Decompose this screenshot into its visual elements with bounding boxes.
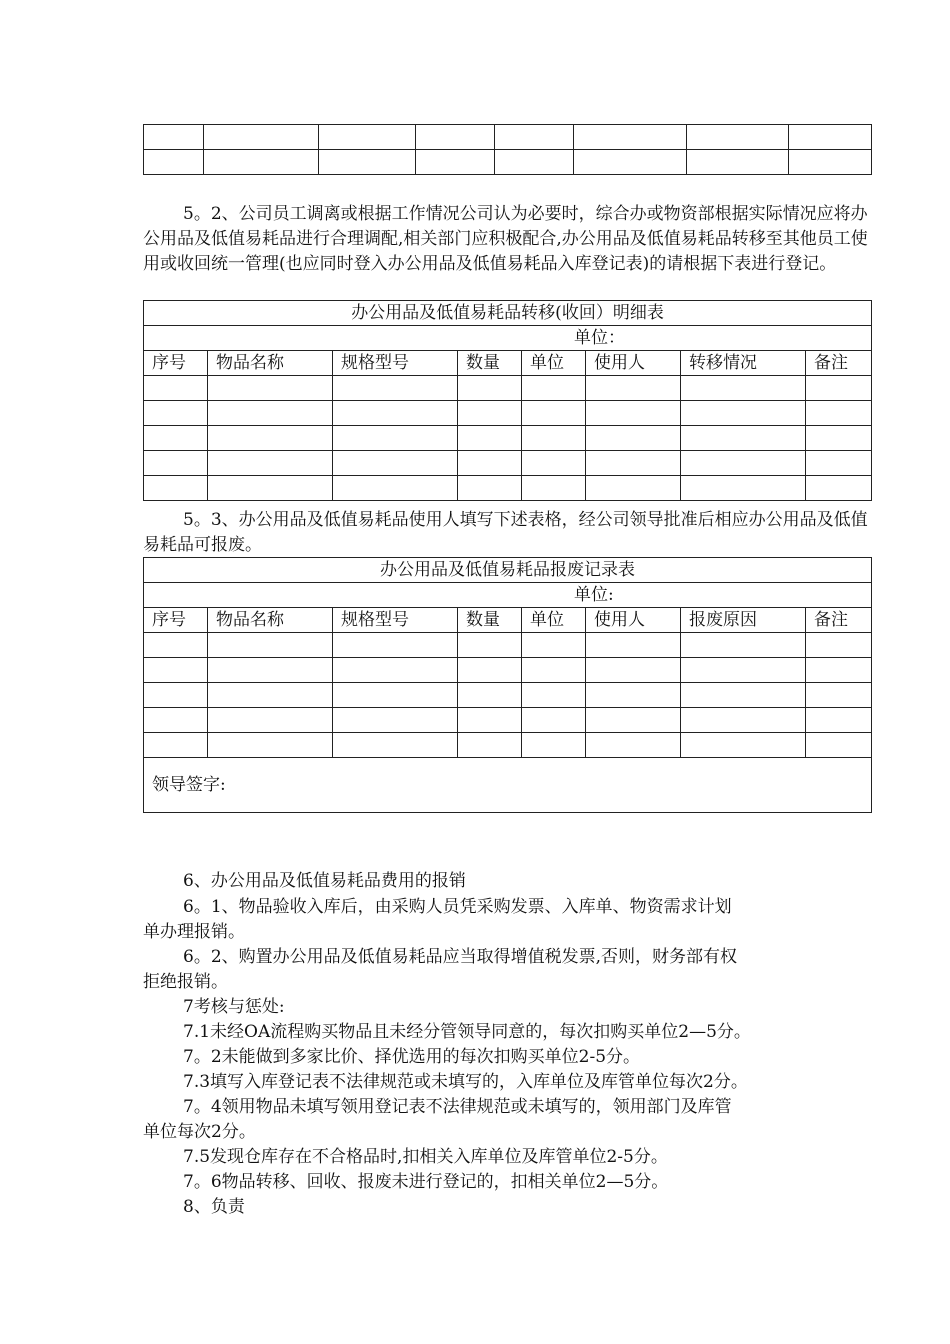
table-row <box>144 476 872 501</box>
section-8-heading: 8、负责 <box>183 1197 245 1217</box>
table-cell <box>586 376 681 401</box>
table-cell <box>333 683 458 708</box>
table-cell <box>522 376 586 401</box>
table-row <box>144 150 872 175</box>
table-cell <box>208 708 333 733</box>
header-cell: 数量 <box>458 608 522 633</box>
table-cell <box>458 476 522 501</box>
table-row <box>144 125 872 150</box>
section-6-2-line-1: 6。2、购置办公用品及低值易耗品应当取得增值税发票,否则，财务部有权 <box>183 947 738 967</box>
header-cell: 转移情况 <box>681 351 806 376</box>
table-cell <box>458 401 522 426</box>
header-row <box>144 351 872 376</box>
table-cell <box>144 376 208 401</box>
table-cell <box>416 150 495 175</box>
table-cell <box>586 401 681 426</box>
table-row <box>144 658 872 683</box>
table-cell <box>144 451 208 476</box>
table-cell <box>144 426 208 451</box>
table-cell <box>333 451 458 476</box>
table-cell <box>144 733 208 758</box>
table-cell <box>574 125 687 150</box>
table-cell <box>333 426 458 451</box>
section-6-2-line-2: 拒绝报销。 <box>143 972 228 992</box>
table-cell <box>458 733 522 758</box>
table-cell <box>806 426 872 451</box>
table-cell <box>333 708 458 733</box>
table-title: 办公用品及低值易耗品报废记录表 <box>144 558 872 583</box>
header-cell: 物品名称 <box>208 351 333 376</box>
table-cell <box>586 633 681 658</box>
table-cell <box>319 150 416 175</box>
top-continuation-table <box>143 124 872 175</box>
table-cell <box>204 125 319 150</box>
table-cell <box>687 125 789 150</box>
table-cell <box>681 708 806 733</box>
table-cell <box>806 633 872 658</box>
table-cell <box>333 476 458 501</box>
table-cell <box>458 426 522 451</box>
table-cell <box>208 476 333 501</box>
table-cell <box>416 125 495 150</box>
table-cell <box>208 683 333 708</box>
table-cell <box>144 633 208 658</box>
table-cell <box>458 658 522 683</box>
table-cell <box>144 708 208 733</box>
unit-row <box>144 326 872 351</box>
header-cell: 规格型号 <box>333 608 458 633</box>
unit-label: 单位： <box>144 326 872 351</box>
table-cell <box>208 401 333 426</box>
header-cell: 序号 <box>144 351 208 376</box>
table-row <box>144 376 872 401</box>
table-title-row <box>144 301 872 326</box>
table-row <box>144 401 872 426</box>
table-row <box>144 708 872 733</box>
table-cell <box>522 476 586 501</box>
table-cell <box>806 733 872 758</box>
table-cell <box>204 150 319 175</box>
section-6-heading: 6、办公用品及低值易耗品费用的报销 <box>183 871 466 891</box>
table-cell <box>806 658 872 683</box>
table-cell <box>586 658 681 683</box>
header-row <box>144 608 872 633</box>
scrap-record-table <box>143 557 872 813</box>
table-cell <box>495 125 574 150</box>
paragraph-5-2: 5。2、公司员工调离或根据工作情况公司认为必要时，综合办或物资部根据实际情况应将办公用品及低值易耗品进行合理调配,相关部门应积极配合,办公用品及低值易耗品转移至其他员工使用或收回统一管理(也应同时登入办公用品及低值易耗品入库登记表)的请根据下表进行登记。 <box>143 204 868 274</box>
header-cell: 报废原因 <box>681 608 806 633</box>
table-cell <box>806 708 872 733</box>
table-cell <box>681 401 806 426</box>
table-cell <box>586 476 681 501</box>
table-cell <box>144 476 208 501</box>
signature-row <box>144 758 872 813</box>
table-cell <box>333 401 458 426</box>
table-cell <box>522 451 586 476</box>
table-cell <box>144 125 204 150</box>
section-7-5: 7.5发现仓库存在不合格品时,扣相关入库单位及库管单位2-5分。 <box>183 1147 668 1167</box>
table-title: 办公用品及低值易耗品转移(收回）明细表 <box>144 301 872 326</box>
leader-signature-label: 领导签字: <box>144 758 872 813</box>
table-cell <box>681 376 806 401</box>
section-7-1: 7.1未经OA流程购买物品且未经分管领导同意的，每次扣购买单位2—5分。 <box>183 1022 751 1042</box>
table-cell <box>586 708 681 733</box>
header-cell: 规格型号 <box>333 351 458 376</box>
table-row <box>144 426 872 451</box>
section-7-4-line-1: 7。4领用物品未填写领用登记表不法律规范或未填写的，领用部门及库管 <box>183 1097 732 1117</box>
table-cell <box>144 683 208 708</box>
table-cell <box>522 401 586 426</box>
table-cell <box>681 476 806 501</box>
table-cell <box>522 658 586 683</box>
table-cell <box>144 658 208 683</box>
unit-label: 单位: <box>144 583 872 608</box>
table-cell <box>144 150 204 175</box>
header-cell: 备注 <box>806 608 872 633</box>
table-cell <box>681 633 806 658</box>
table-cell <box>458 683 522 708</box>
header-cell: 单位 <box>522 608 586 633</box>
table-cell <box>687 150 789 175</box>
table-cell <box>586 733 681 758</box>
table-cell <box>806 476 872 501</box>
table-cell <box>333 376 458 401</box>
table-cell <box>333 633 458 658</box>
unit-row <box>144 583 872 608</box>
header-cell: 备注 <box>806 351 872 376</box>
section-7-3: 7.3填写入库登记表不法律规范或未填写的，入库单位及库管单位每次2分。 <box>183 1072 748 1092</box>
table-row <box>144 733 872 758</box>
table-cell <box>681 451 806 476</box>
table-cell <box>681 658 806 683</box>
table-cell <box>789 125 872 150</box>
section-6-1-line-1: 6。1、物品验收入库后，由采购人员凭采购发票、入库单、物资需求计划 <box>183 897 732 917</box>
table-cell <box>806 401 872 426</box>
table-cell <box>208 451 333 476</box>
table-cell <box>208 733 333 758</box>
transfer-record-table <box>143 300 872 501</box>
table-cell <box>333 733 458 758</box>
table-cell <box>789 150 872 175</box>
section-7-2: 7。2未能做到多家比价、择优选用的每次扣购买单位2-5分。 <box>183 1047 641 1067</box>
table-title-row <box>144 558 872 583</box>
table-cell <box>586 451 681 476</box>
table-cell <box>522 426 586 451</box>
table-cell <box>522 683 586 708</box>
table-row <box>144 451 872 476</box>
table-cell <box>806 376 872 401</box>
table-cell <box>681 426 806 451</box>
table-cell <box>458 708 522 733</box>
table-cell <box>806 451 872 476</box>
table-cell <box>208 426 333 451</box>
header-cell: 数量 <box>458 351 522 376</box>
header-cell: 单位 <box>522 351 586 376</box>
table-cell <box>586 683 681 708</box>
table-cell <box>522 633 586 658</box>
table-cell <box>681 733 806 758</box>
table-cell <box>586 426 681 451</box>
table-cell <box>458 376 522 401</box>
table-cell <box>522 708 586 733</box>
table-cell <box>208 376 333 401</box>
section-6-1-line-2: 单办理报销。 <box>143 922 245 942</box>
table-cell <box>208 658 333 683</box>
table-cell <box>144 401 208 426</box>
table-cell <box>681 683 806 708</box>
header-cell: 序号 <box>144 608 208 633</box>
section-7-heading: 7考核与惩处: <box>183 997 285 1017</box>
table-cell <box>458 451 522 476</box>
table-cell <box>574 150 687 175</box>
table-cell <box>319 125 416 150</box>
header-cell: 物品名称 <box>208 608 333 633</box>
table-cell <box>333 658 458 683</box>
table-cell <box>495 150 574 175</box>
table-cell <box>522 733 586 758</box>
table-cell <box>458 633 522 658</box>
paragraph-5-3: 5。3、办公用品及低值易耗品使用人填写下述表格，经公司领导批准后相应办公用品及低值易耗品可报废。 <box>143 510 868 555</box>
table-cell <box>806 683 872 708</box>
header-cell: 使用人 <box>586 608 681 633</box>
table-cell <box>208 633 333 658</box>
table-row <box>144 683 872 708</box>
header-cell: 使用人 <box>586 351 681 376</box>
section-7-6: 7。6物品转移、回收、报废未进行登记的，扣相关单位2—5分。 <box>183 1172 669 1192</box>
table-row <box>144 633 872 658</box>
section-7-4-line-2: 单位每次2分。 <box>143 1122 256 1142</box>
